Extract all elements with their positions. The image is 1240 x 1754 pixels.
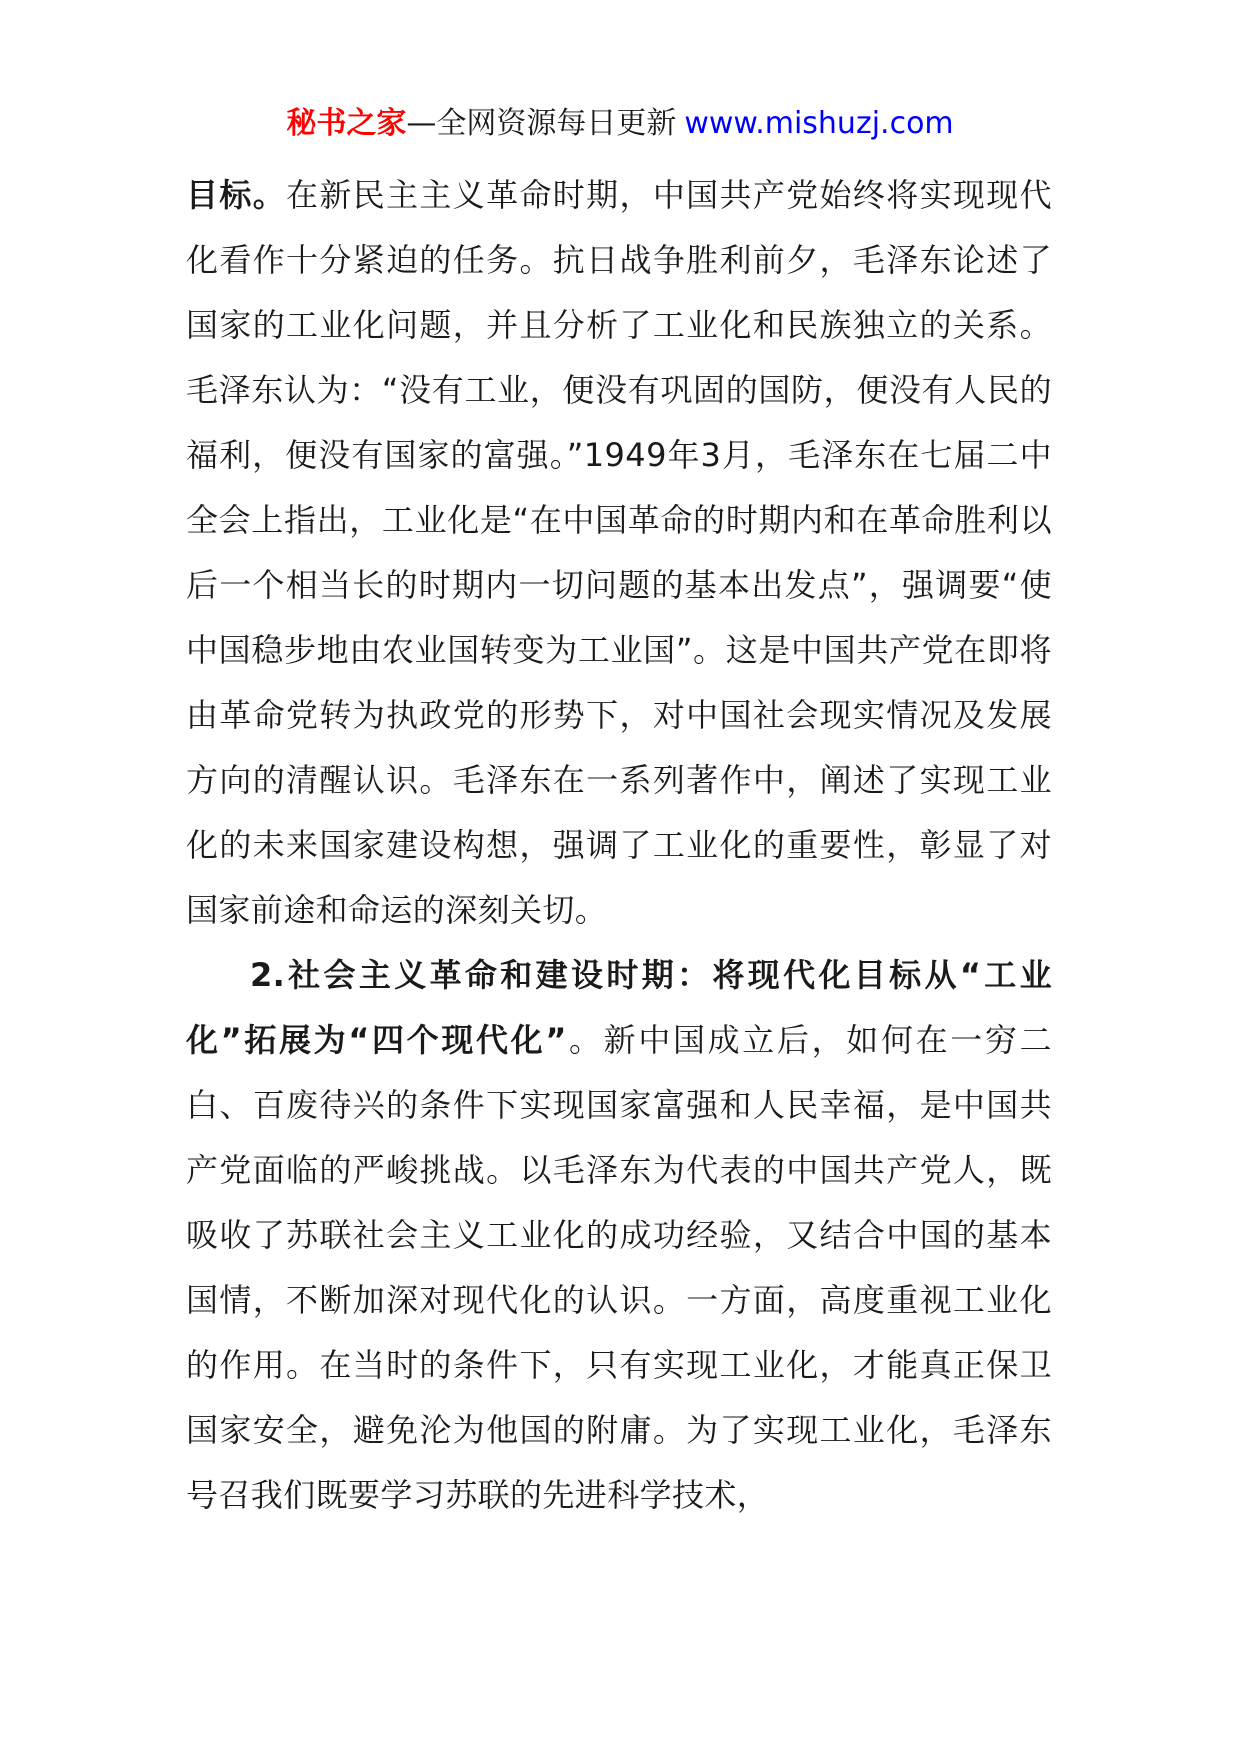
brand-name: 秘书之家 <box>286 106 407 141</box>
page-header <box>0 100 1240 148</box>
paragraph-2 <box>186 943 1052 1528</box>
paragraph-1 <box>186 163 1052 943</box>
paragraph-2-text: 。新中国成立后，如何在一穷二白、百废待兴的条件下实现国家富强和人民幸福，是中国共产党面临的严峻挑战。以毛泽东为代表的中国共产党人，既吸收了苏联社会主义工业化的成功经验，又结合中国的基本国情，不断加深对现代化的认识。一方面，高度重视工业化的作用。在当时的条件下，只有实现工业化，才能真正保卫国家安全，避免沦为他国的附庸。为了实现工业化，毛泽东号召我们既要学习苏联的先进科学技术， <box>186 1021 1052 1514</box>
site-url-link[interactable]: www.mishuzj.com <box>684 106 954 141</box>
paragraph-1-text: 在新民主主义革命时期，中国共产党始终将实现现代化看作十分紧迫的任务。抗日战争胜利前夕，毛泽东论述了国家的工业化问题，并且分析了工业化和民族独立的关系。毛泽东认为：“没有工业，便没有巩固的国防，便没有人民的福利，便没有国家的富强。”1949年3月，毛泽东在七届二中全会上指出，工业化是“在中国革命的时期内和在革命胜利以后一个相当长的时期内一切问题的基本出发点”，强调要“使中国稳步地由农业国转变为工业国”。这是中国共产党在即将由革命党转为执政党的形势下，对中国社会现实情况及发展方向的清醒认识。毛泽东在一系列著作中，阐述了实现工业化的未来国家建设构想，强调了工业化的重要性，彰显了对国家前途和命运的深刻关切。 <box>186 176 1053 929</box>
header-tagline: —全网资源每日更新 <box>406 106 677 141</box>
paragraph-1-lead: 目标。 <box>186 176 287 214</box>
document-body <box>186 163 1052 1528</box>
section-heading: 2.社会主义革命和建设时期：将现代化目标从“工业化”拓展为“四个现代化” <box>186 956 1052 1059</box>
